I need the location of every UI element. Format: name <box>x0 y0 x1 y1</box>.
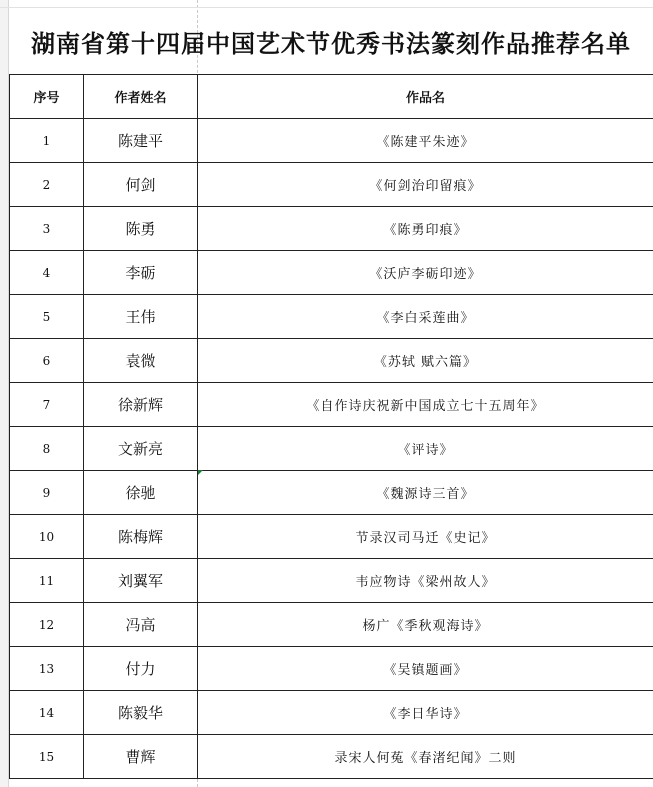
row-index-cell[interactable]: 1 <box>10 119 84 163</box>
row-index-cell[interactable]: 6 <box>10 339 84 383</box>
header-index[interactable]: 序号 <box>10 75 84 119</box>
author-cell[interactable]: 徐新辉 <box>84 383 198 427</box>
table-row <box>10 251 653 295</box>
row-index-cell[interactable]: 12 <box>10 603 84 647</box>
page-title: 湖南省第十四届中国艺术节优秀书法篆刻作品推荐名单 <box>31 28 631 58</box>
author-cell[interactable]: 何剑 <box>84 163 198 207</box>
work-title-cell[interactable]: 《陈建平朱迹》 <box>198 119 653 163</box>
table-row <box>10 295 653 339</box>
author-cell[interactable]: 王伟 <box>84 295 198 339</box>
header-work[interactable]: 作品名 <box>198 75 653 119</box>
work-title-cell[interactable]: 《自作诗庆祝新中国成立七十五周年》 <box>198 383 653 427</box>
table-row <box>10 163 653 207</box>
work-title-cell[interactable]: 录宋人何菟《春渚纪闻》二则 <box>198 735 653 779</box>
table-row <box>10 471 653 515</box>
author-cell[interactable]: 付力 <box>84 647 198 691</box>
author-cell[interactable]: 陈勇 <box>84 207 198 251</box>
author-cell[interactable]: 曹辉 <box>84 735 198 779</box>
row-index-cell[interactable]: 15 <box>10 735 84 779</box>
author-cell[interactable]: 袁微 <box>84 339 198 383</box>
row-index-cell[interactable]: 9 <box>10 471 84 515</box>
author-cell[interactable]: 李砺 <box>84 251 198 295</box>
row-index-cell[interactable]: 8 <box>10 427 84 471</box>
work-title-cell[interactable]: 《苏轼 赋六篇》 <box>198 339 653 383</box>
title-cell[interactable] <box>9 8 653 74</box>
row-index-cell[interactable]: 4 <box>10 251 84 295</box>
row-index-cell[interactable]: 11 <box>10 559 84 603</box>
work-title-cell[interactable]: 《评诗》 <box>198 427 653 471</box>
row-header-strip[interactable] <box>0 0 9 787</box>
author-cell[interactable]: 冯高 <box>84 603 198 647</box>
table-row <box>10 735 653 779</box>
table-row <box>10 427 653 471</box>
row-index-cell[interactable]: 2 <box>10 163 84 207</box>
author-cell[interactable]: 陈毅华 <box>84 691 198 735</box>
table-row <box>10 207 653 251</box>
row-index-cell[interactable]: 14 <box>10 691 84 735</box>
table-row <box>10 647 653 691</box>
cell-comment-marker <box>198 470 203 475</box>
work-title-cell[interactable]: 杨广《季秋观海诗》 <box>198 603 653 647</box>
work-title-cell[interactable]: 《沃庐李砺印迹》 <box>198 251 653 295</box>
work-title-cell[interactable]: 《何剑治印留痕》 <box>198 163 653 207</box>
header-author[interactable]: 作者姓名 <box>84 75 198 119</box>
table-row <box>10 515 653 559</box>
recommendation-table <box>9 74 653 779</box>
work-title-cell[interactable]: 《吴镇题画》 <box>198 647 653 691</box>
table-row <box>10 603 653 647</box>
table-header-row <box>10 75 653 119</box>
author-cell[interactable]: 陈建平 <box>84 119 198 163</box>
row-index-cell[interactable]: 7 <box>10 383 84 427</box>
work-title-cell[interactable]: 《魏源诗三首》 <box>198 471 653 515</box>
table-row <box>10 119 653 163</box>
row-index-cell[interactable]: 3 <box>10 207 84 251</box>
table-row <box>10 383 653 427</box>
work-title-cell[interactable]: 节录汉司马迁《史记》 <box>198 515 653 559</box>
work-title-cell[interactable]: 《李日华诗》 <box>198 691 653 735</box>
row-index-cell[interactable]: 13 <box>10 647 84 691</box>
table-row <box>10 691 653 735</box>
table-row <box>10 339 653 383</box>
author-cell[interactable]: 刘翼军 <box>84 559 198 603</box>
author-cell[interactable]: 徐驰 <box>84 471 198 515</box>
work-title-cell[interactable]: 韦应物诗《梁州故人》 <box>198 559 653 603</box>
row-index-cell[interactable]: 5 <box>10 295 84 339</box>
author-cell[interactable]: 文新亮 <box>84 427 198 471</box>
author-cell[interactable]: 陈梅辉 <box>84 515 198 559</box>
row-index-cell[interactable]: 10 <box>10 515 84 559</box>
work-title-cell[interactable]: 《陈勇印痕》 <box>198 207 653 251</box>
work-title-cell[interactable]: 《李白采莲曲》 <box>198 295 653 339</box>
table-row <box>10 559 653 603</box>
